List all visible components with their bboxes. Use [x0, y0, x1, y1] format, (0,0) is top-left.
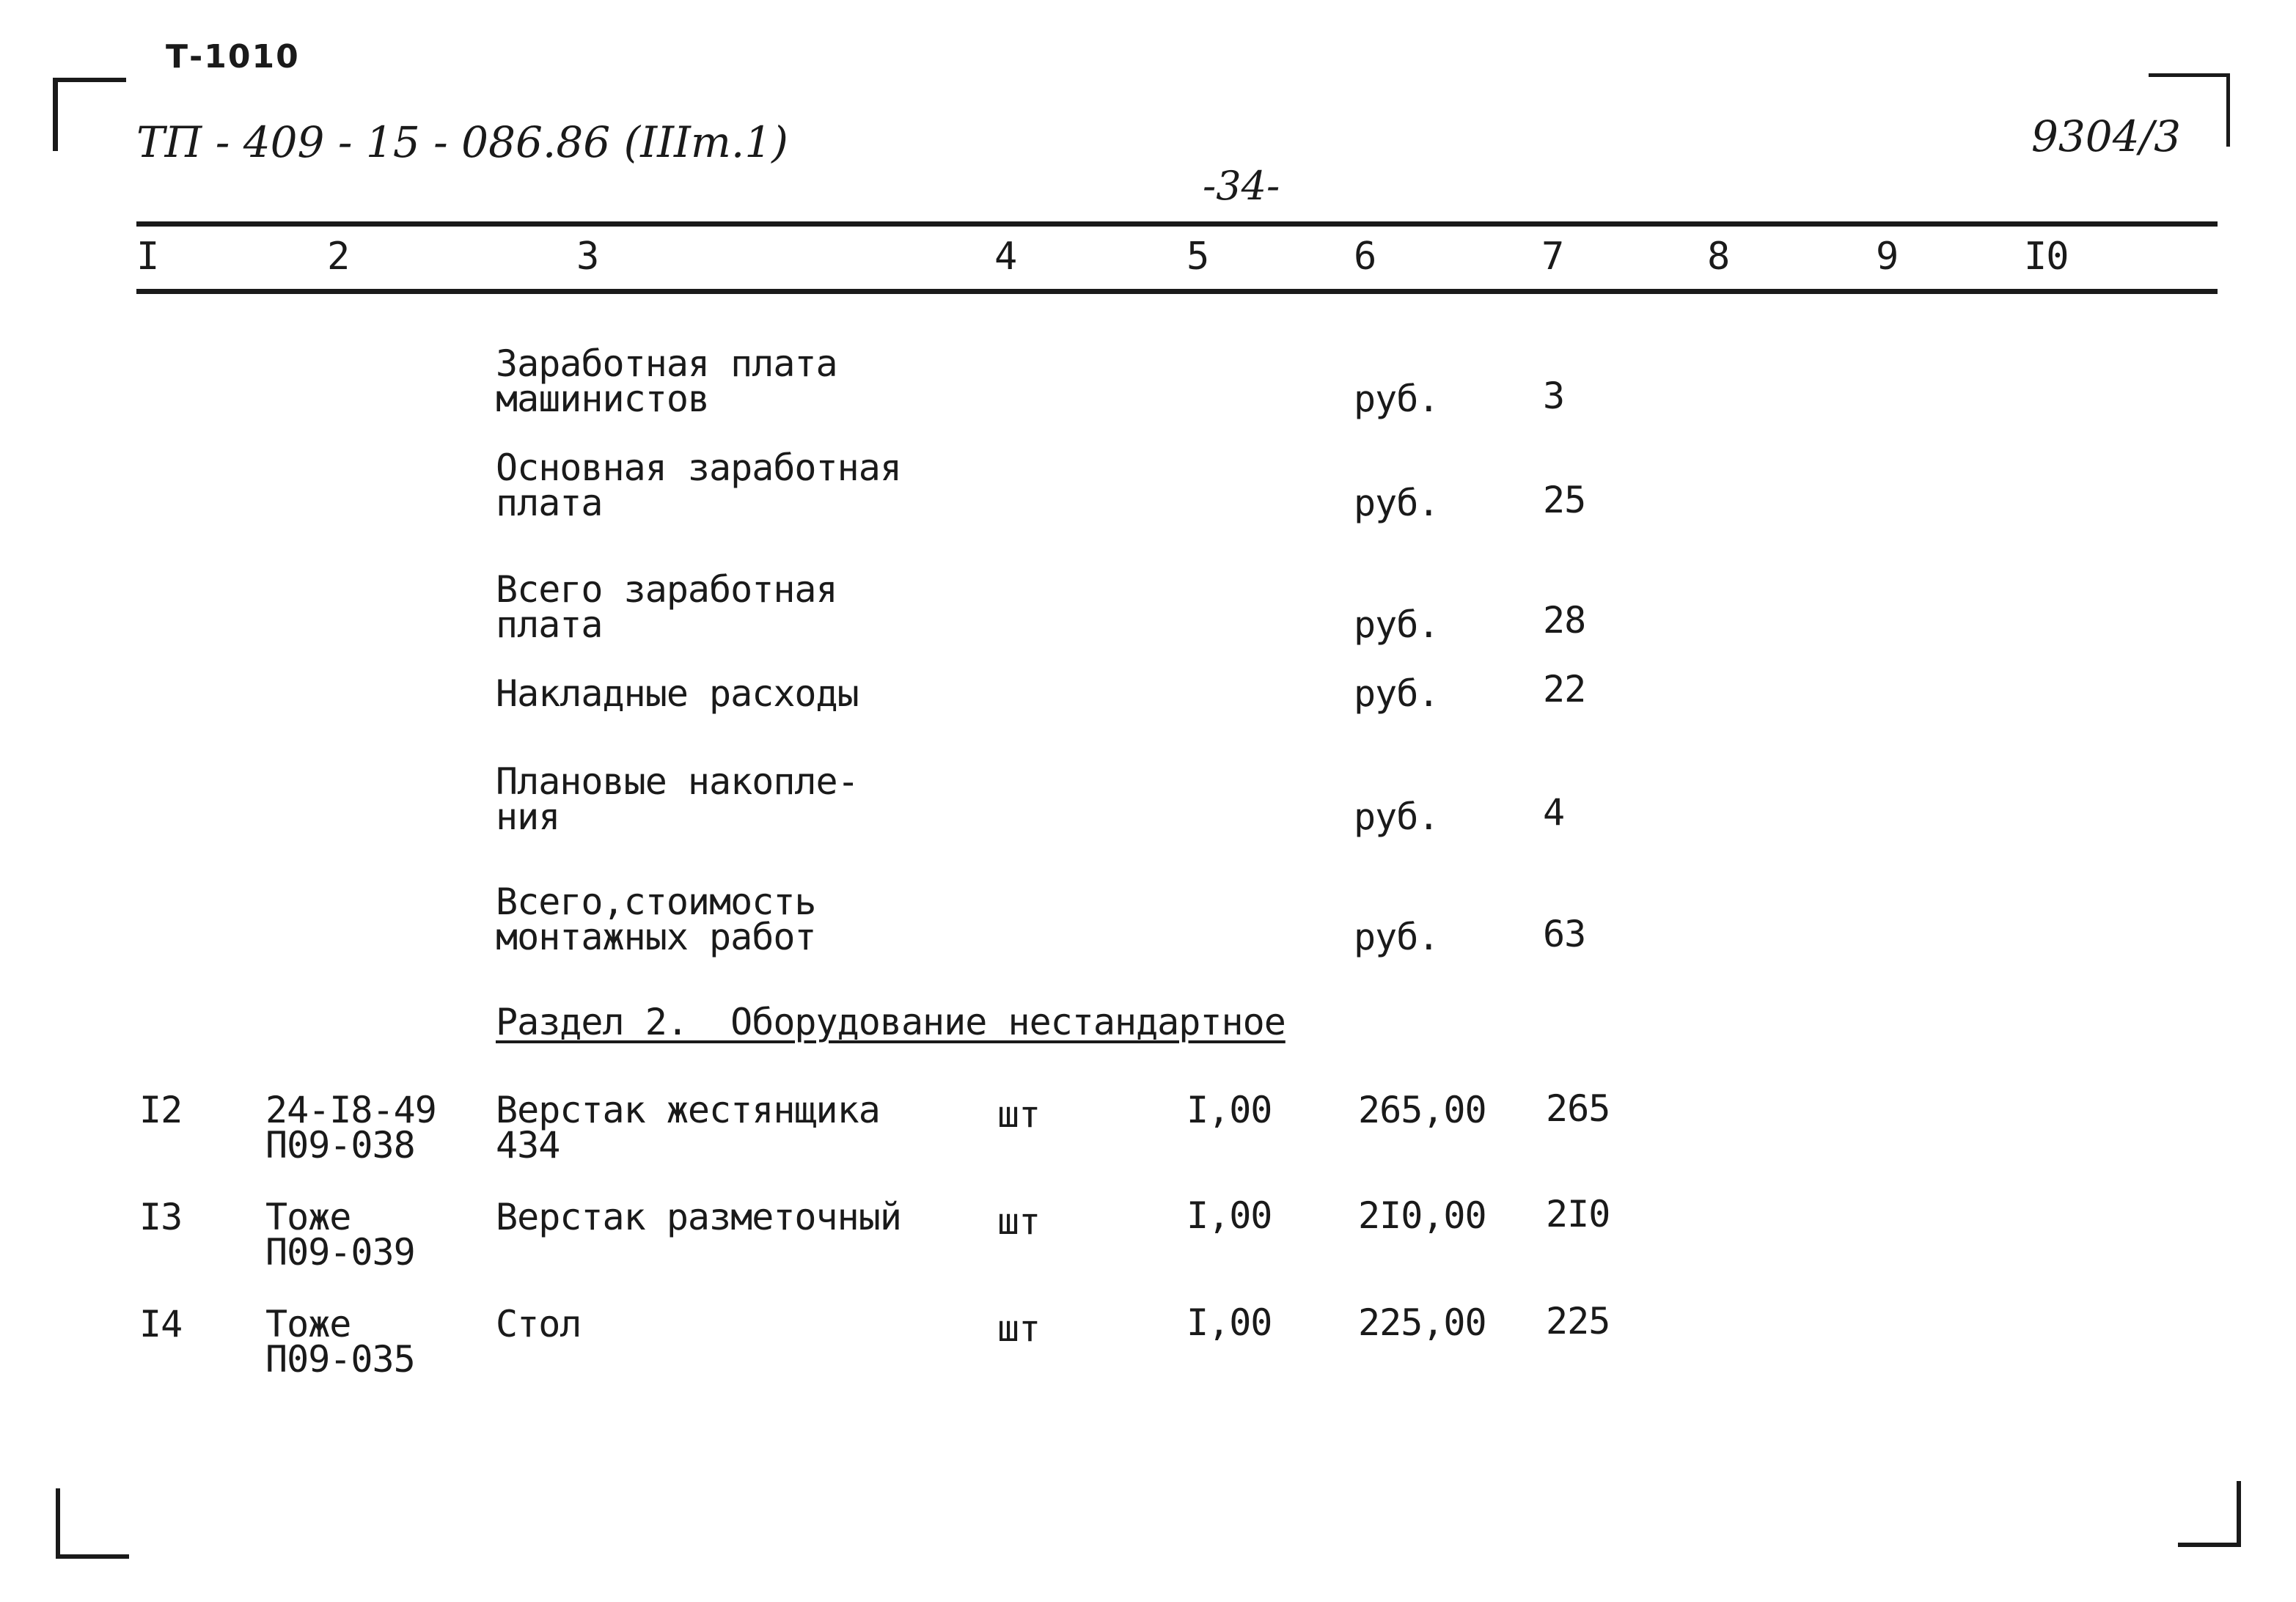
- column-header-1: I: [136, 235, 159, 279]
- header-rule-bottom: [136, 289, 2218, 294]
- column-header-8: 8: [1707, 235, 1730, 279]
- price-code-line1: 24-I8-49: [265, 1089, 436, 1131]
- summary-unit: руб.: [1354, 603, 1439, 646]
- summary-name-line1: Всего,стоимость: [496, 881, 816, 923]
- page-number: -34-: [1203, 163, 1280, 209]
- column-header-10: I0: [2024, 235, 2069, 279]
- column-header-4: 4: [994, 235, 1017, 279]
- summary-name-line2: плата: [496, 482, 603, 524]
- item-quantity: I,00: [1186, 1301, 1272, 1344]
- section-title: Раздел 2. Оборудование нестандартное: [496, 1001, 1285, 1043]
- item-name-line1: Верстак разметочный: [496, 1196, 901, 1238]
- summary-name-line2: машинистов: [496, 378, 710, 420]
- item-unit: шт: [997, 1200, 1041, 1243]
- summary-unit: руб.: [1354, 796, 1439, 838]
- row-number: I2: [139, 1089, 183, 1131]
- summary-name-line1: Всего заработная: [496, 568, 837, 611]
- summary-name-line1: Плановые накопле-: [496, 760, 859, 803]
- price-code-line2: П09-035: [265, 1338, 415, 1381]
- corner-bracket-bottom-right-h: [2178, 1543, 2241, 1547]
- corner-bracket-bottom-left-h: [56, 1554, 129, 1559]
- item-unit: шт: [997, 1307, 1041, 1350]
- item-total: 265: [1546, 1087, 1610, 1130]
- price-code-line2: П09-038: [265, 1124, 415, 1166]
- item-unit: шт: [997, 1093, 1041, 1136]
- price-code-line2: П09-039: [265, 1231, 415, 1274]
- item-total: 2I0: [1546, 1193, 1610, 1235]
- corner-bracket-top-left-h: [53, 78, 126, 82]
- summary-name-line2: плата: [496, 603, 603, 646]
- item-unit-price: 2I0,00: [1358, 1194, 1486, 1237]
- corner-bracket-bottom-left-v: [56, 1488, 60, 1559]
- row-number: I4: [139, 1303, 183, 1345]
- summary-value: 3: [1543, 375, 1565, 417]
- corner-bracket-top-left-v: [53, 78, 58, 151]
- summary-value: 22: [1543, 668, 1586, 710]
- corner-bracket-top-right-v: [2226, 73, 2230, 147]
- inventory-number: 9304/3: [2031, 111, 2182, 161]
- item-name-line1: Стол: [496, 1303, 582, 1345]
- summary-unit: руб.: [1354, 672, 1439, 715]
- corner-bracket-bottom-right-v: [2237, 1481, 2241, 1547]
- summary-name-line1: Основная заработная: [496, 447, 901, 489]
- price-code-line1: Тоже: [265, 1303, 351, 1345]
- summary-value: 28: [1543, 599, 1586, 642]
- summary-name-line2: монтажных работ: [496, 916, 816, 958]
- item-unit-price: 265,00: [1358, 1089, 1486, 1131]
- column-header-2: 2: [327, 235, 350, 279]
- summary-unit: руб.: [1354, 482, 1439, 524]
- row-number: I3: [139, 1196, 183, 1238]
- summary-unit: руб.: [1354, 916, 1439, 958]
- doc-code: Т-1010: [166, 38, 300, 76]
- item-name-line1: Верстак жестянщика: [496, 1089, 880, 1131]
- column-header-5: 5: [1186, 235, 1209, 279]
- column-header-7: 7: [1541, 235, 1564, 279]
- item-total: 225: [1546, 1300, 1610, 1342]
- summary-name-line1: Заработная плата: [496, 342, 837, 385]
- price-code-line1: Тоже: [265, 1196, 351, 1238]
- item-unit-price: 225,00: [1358, 1301, 1486, 1344]
- item-name-line2: 434: [496, 1124, 560, 1166]
- item-quantity: I,00: [1186, 1194, 1272, 1237]
- summary-name-line2: ния: [496, 796, 560, 838]
- corner-bracket-top-right-h: [2149, 73, 2229, 77]
- column-header-9: 9: [1876, 235, 1899, 279]
- column-header-6: 6: [1354, 235, 1376, 279]
- summary-value: 25: [1543, 479, 1586, 521]
- project-reference: ТП - 409 - 15 - 086.86 (IIIт.1): [136, 117, 788, 167]
- item-quantity: I,00: [1186, 1089, 1272, 1131]
- summary-value: 63: [1543, 913, 1586, 955]
- summary-name-line1: Накладные расходы: [496, 672, 859, 715]
- header-rule-top: [136, 221, 2218, 227]
- summary-unit: руб.: [1354, 378, 1439, 420]
- summary-value: 4: [1543, 791, 1565, 834]
- column-header-3: 3: [576, 235, 599, 279]
